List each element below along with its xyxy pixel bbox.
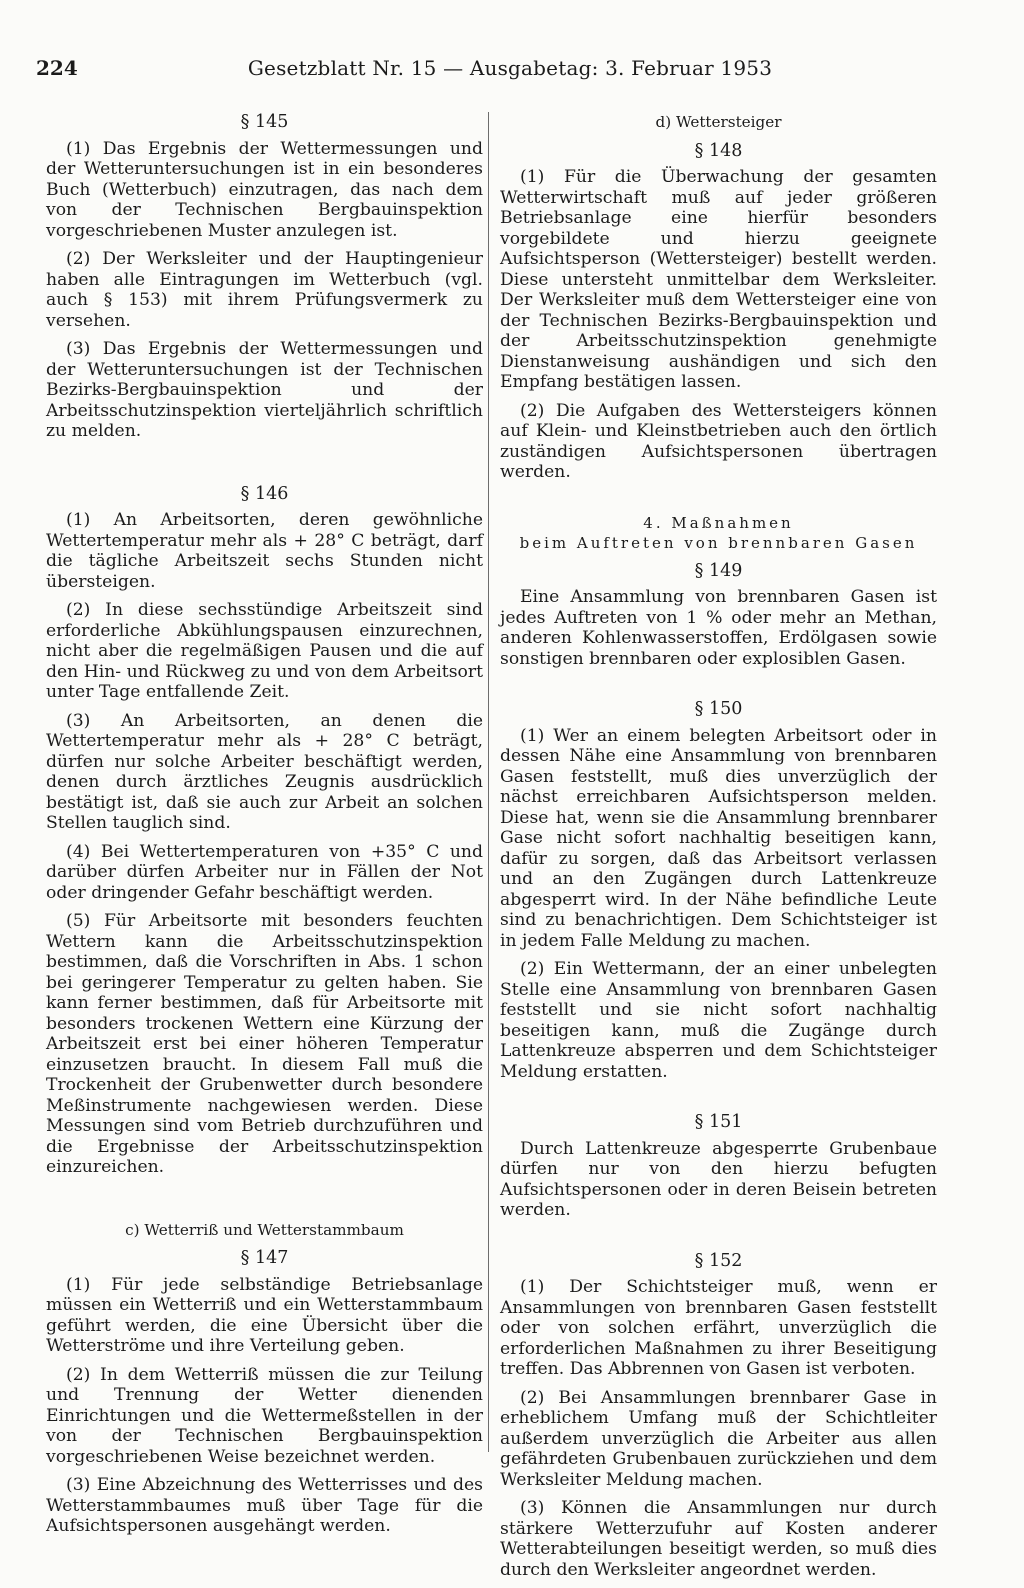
paragraph: Eine Ansammlung von brennbaren Gasen ist jedes Auftreten von 1 % oder mehr an Methan, anderen Kohlenwasserstoffen, Erdölgasen sowie sonstigen brennbaren oder explosiblen Gasen. [500, 587, 937, 669]
section-heading-150: § 150 [694, 699, 743, 719]
page-header [36, 56, 984, 86]
column-divider [488, 112, 489, 1452]
spacer [46, 1186, 483, 1220]
spacer [500, 677, 937, 699]
paragraph: (3) Das Ergebnis der Wettermessungen und der Wetteruntersuchungen ist der Technischen Bezirks-Bergbauinspektion und der Arbeitsschutzinspektion vierteljährlich schriftlich zu melden. [46, 339, 483, 441]
paragraph: (1) Für die Überwachung der gesamten Wetterwirtschaft muß auf jeder größeren Betriebsanlage eine hierfür besonders vorgebildete und hierzu geeignete Aufsichtsperson (Wettersteiger) bestellt werden. Diese untersteht unmittelbar dem Werksleiter. Der Werksleiter muß dem Wettersteiger eine von der Technischen Bezirks-Bergbauinspektion und der Arbeitsschutzinspektion genehmigte Dienstanweisung aushändigen und sich den Empfang bestätigen lassen. [500, 167, 937, 392]
paragraph: (2) Bei Ansammlungen brennbarer Gase in erheblichem Umfang muß der Schichtleiter außerdem unverzüglich die Arbeiter aus allen gefährdeten Grubenbauen zurückziehen und dem Werksleiter Meldung machen. [500, 1387, 937, 1490]
section-heading-151: § 151 [694, 1112, 743, 1132]
subsection-title-d: d) Wettersteiger [655, 113, 782, 131]
paragraph: (2) In diese sechsstündige Arbeitszeit sind erforderliche Abkühlungspausen einzurechnen, nicht aber die regelmäßigen Pausen und die auf den Hin- und Rückweg zu und von dem Arbeitsort unter Tage entfallende Zeit. [46, 600, 483, 702]
spacer [500, 1229, 937, 1251]
paragraph: (3) Eine Abzeichnung des Wetterrisses und des Wetterstammbaumes muß über Tage für die Aufsichtspersonen ausgehängt werden. [46, 1475, 483, 1536]
chapter-heading: 4. Maßnahmen [643, 513, 794, 532]
paragraph: (1) Der Schichtsteiger muß, wenn er Ansammlungen von brennbaren Gasen feststellt oder von solchen erfährt, unverzüglich die erforderlichen Maßnahmen zu ihrer Beseitigung treffen. Das Abbrennen von Gasen ist verboten. [500, 1277, 937, 1379]
spacer [46, 450, 483, 484]
left-column [46, 112, 483, 1545]
spacer [500, 491, 937, 513]
right-column [500, 112, 937, 1588]
paragraph: (2) Ein Wettermann, der an einer unbelegten Stelle eine Ansammlung von brennbaren Gasen feststellt und sie nicht sofort nachhaltig beseitigen kann, muß die Zugänge durch Lattenkreuze absperren und dem Schichtsteiger Meldung erstatten. [500, 959, 937, 1082]
spacer [500, 1090, 937, 1112]
paragraph: (5) Für Arbeitsorte mit besonders feuchten Wettern kann die Arbeitsschutzinspektion bestimmen, daß die Vorschriften in Abs. 1 schon bei geringerer Temperatur zu gelten haben. Sie kann ferner bestimmen, daß für Arbeitsorte mit besonders trockenen Wettern eine Kürzung der Arbeitszeit erst bei einer höheren Temperatur einzusetzen braucht. In diesem Fall muß die Trockenheit der Grubenwetter durch besondere Meßinstrumente nachgewiesen werden. Diese Messungen sind vom Betrieb durchzuführen und die Ergebnisse der Arbeitsschutzinspektion einzureichen. [46, 911, 483, 1177]
paragraph: (1) An Arbeitsorten, deren gewöhnliche Wettertemperatur mehr als + 28° C beträgt, darf die tägliche Arbeitszeit sechs Stunden nicht übersteigen. [46, 510, 483, 592]
paragraph: (3) An Arbeitsorten, an denen die Wettertemperatur mehr als + 28° C beträgt, dürfen nur solche Arbeiter beschäftigt werden, denen durch ärztliches Zeugnis ausdrücklich bestätigt ist, daß sie auch zur Arbeit an solchen Stellen tauglich sind. [46, 710, 483, 833]
section-heading-149: § 149 [694, 560, 743, 581]
section-heading-148: § 148 [694, 140, 743, 161]
section-heading-146: § 146 [240, 483, 289, 504]
paragraph: (1) Das Ergebnis der Wettermessungen und der Wetteruntersuchungen ist in ein besonderes Buch (Wetterbuch) einzutragen, das nach dem von der Technischen Bergbauinspektion vorgeschriebenen Muster anzulegen ist. [46, 138, 483, 241]
paragraph: (2) Der Werksleiter und der Hauptingenieur haben alle Eintragungen im Wetterbuch (vgl. auch § 153) mit ihrem Prüfungsvermerk zu versehen. [46, 249, 483, 331]
paragraph: (4) Bei Wettertemperaturen von +35° C und darüber dürfen Arbeiter nur in Fällen der Not oder dringender Gefahr beschäftigt werden. [46, 841, 483, 903]
section-heading-147: § 147 [240, 1248, 289, 1268]
paragraph: (2) In dem Wetterriß müssen die zur Teilung und Trennung der Wetter dienenden Einrichtungen und die Wettermeßstellen in der von der Technischen Bergbauinspektion vorgeschriebenen Weise bezeichnet werden. [46, 1364, 483, 1467]
section-heading-152: § 152 [694, 1250, 743, 1271]
running-title: Gesetzblatt Nr. 15 — Ausgabetag: 3. Februar 1953 [247, 56, 773, 80]
section-heading-145: § 145 [240, 112, 289, 132]
subsection-title-c: c) Wetterriß und Wetterstammbaum [125, 1220, 404, 1239]
paragraph: Durch Lattenkreuze abgesperrte Grubenbaue dürfen nur von den hierzu befugten Aufsichtspersonen oder in deren Beisein betreten werden. [500, 1138, 937, 1220]
page-number: 224 [36, 56, 78, 80]
chapter-subheading: beim Auftreten von brennbaren Gasen [519, 533, 918, 552]
paragraph: (3) Können die Ansammlungen nur durch stärkere Wetterzufuhr auf Kosten anderer Wetterabteilungen beseitigt werden, so muß dies durch den Werksleiter angeordnet werden. [500, 1498, 937, 1580]
paragraph: (2) Die Aufgaben des Wettersteigers können auf Klein- und Kleinstbetrieben auch den örtlich zuständigen Aufsichtspersonen übertragen werden. [500, 400, 937, 482]
paragraph: (1) Wer an einem belegten Arbeitsort oder in dessen Nähe eine Ansammlung von brennbaren Gasen feststellt, muß dies unverzüglich der nächst erreichbaren Aufsichtsperson melden. Diese hat, wenn sie die Ansammlung brennbarer Gase nicht sofort nachhaltig beseitigen kann, dafür zu sorgen, daß das Arbeitsort verlassen und an den Zugängen durch Lattenkreuze abgesperrt wird. In der Nähe befindliche Leute sind zu benachrichtigen. Dem Schichtsteiger ist in jedem Falle Meldung zu machen. [500, 725, 937, 951]
paragraph: (1) Für jede selbständige Betriebsanlage müssen ein Wetterriß und ein Wetterstammbaum geführt werden, die eine Übersicht über die Wetterströme und ihre Verteilung geben. [46, 1274, 483, 1356]
